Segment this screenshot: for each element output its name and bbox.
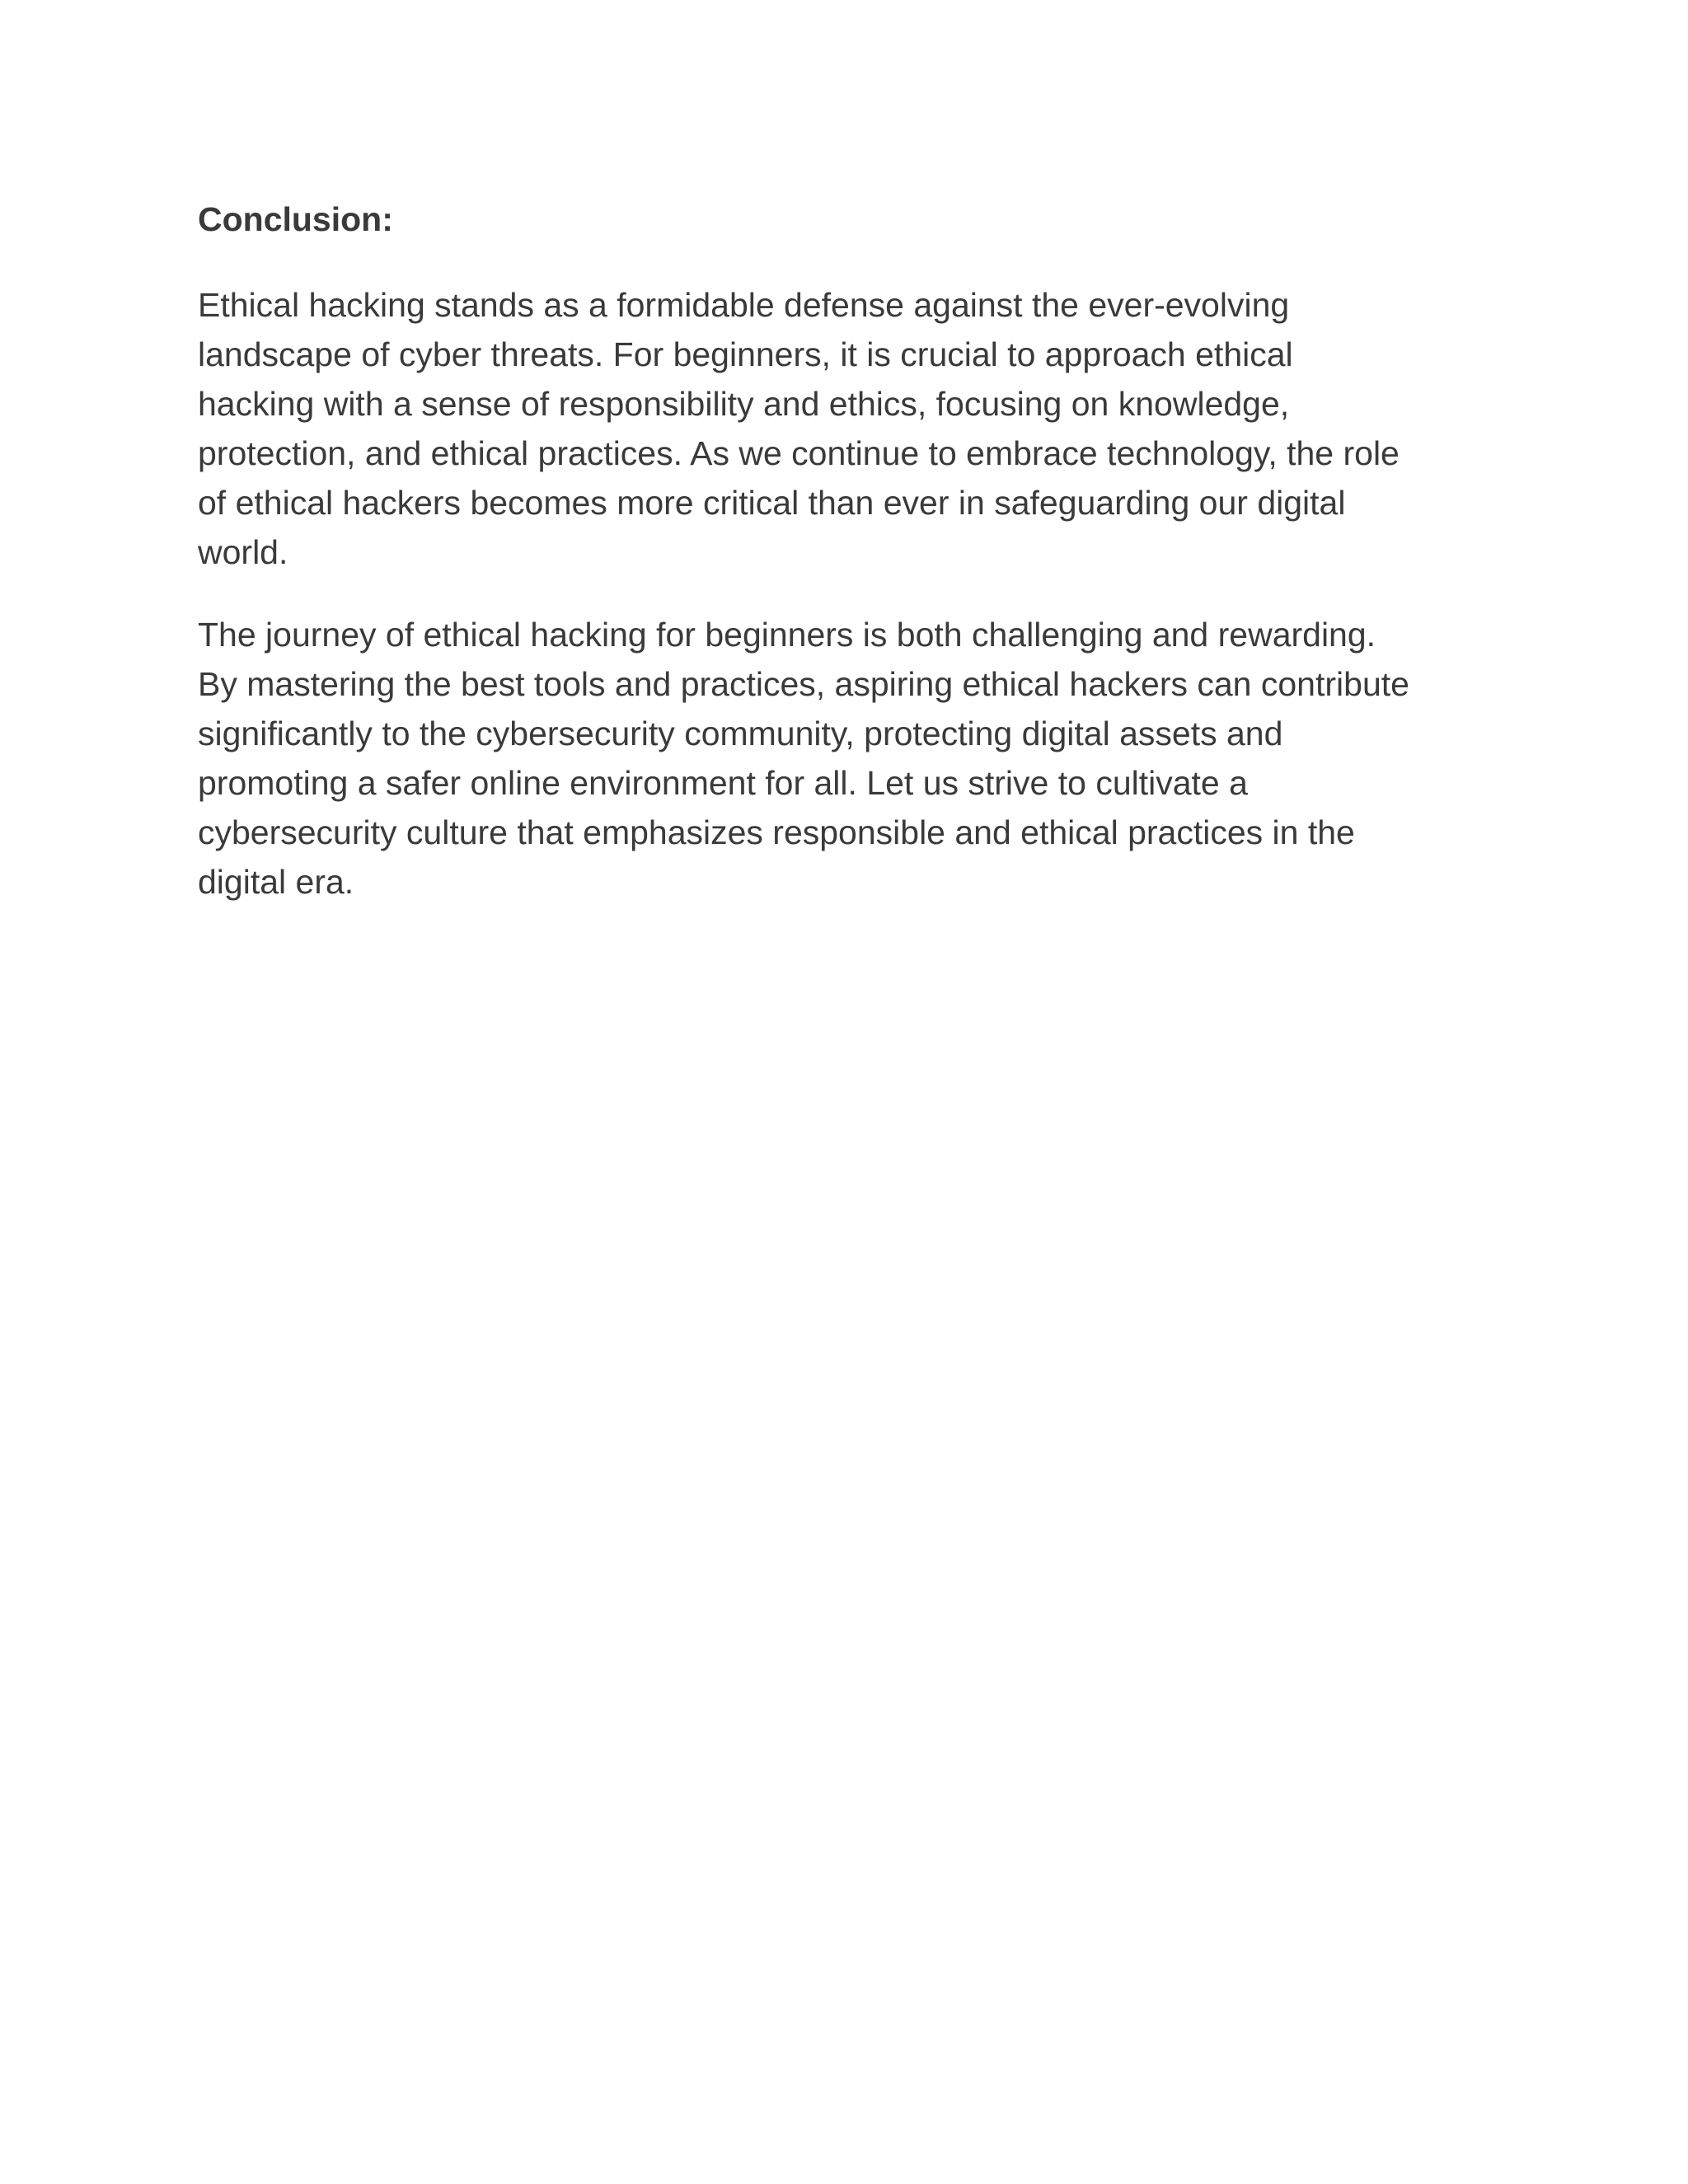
document-content (198, 194, 1492, 940)
paragraph-line: protection, and ethical practices. As we continue to embrace technology, the role (198, 434, 1400, 472)
conclusion-paragraph-2 (198, 610, 1492, 907)
paragraph-line: The journey of ethical hacking for beginners is both challenging and rewarding. (198, 616, 1376, 654)
conclusion-heading: Conclusion: (198, 200, 393, 238)
paragraph-line: hacking with a sense of responsibility and ethics, focusing on knowledge, (198, 385, 1290, 423)
paragraph-line: promoting a safer online environment for all. Let us strive to cultivate a (198, 764, 1248, 802)
paragraph-line: By mastering the best tools and practices, aspiring ethical hackers can contribute (198, 665, 1409, 703)
paragraph-line: significantly to the cybersecurity community, protecting digital assets and (198, 715, 1283, 752)
paragraph-line: world. (198, 533, 288, 571)
paragraph-line: digital era. (198, 863, 354, 901)
paragraph-line: landscape of cyber threats. For beginners, it is crucial to approach ethical (198, 335, 1293, 373)
paragraph-line: of ethical hackers becomes more critical than ever in safeguarding our digital (198, 484, 1346, 522)
conclusion-paragraph-1 (198, 280, 1492, 577)
paragraph-line: Ethical hacking stands as a formidable defense against the ever-evolving (198, 286, 1290, 324)
paragraph-line: cybersecurity culture that emphasizes responsible and ethical practices in the (198, 813, 1355, 851)
